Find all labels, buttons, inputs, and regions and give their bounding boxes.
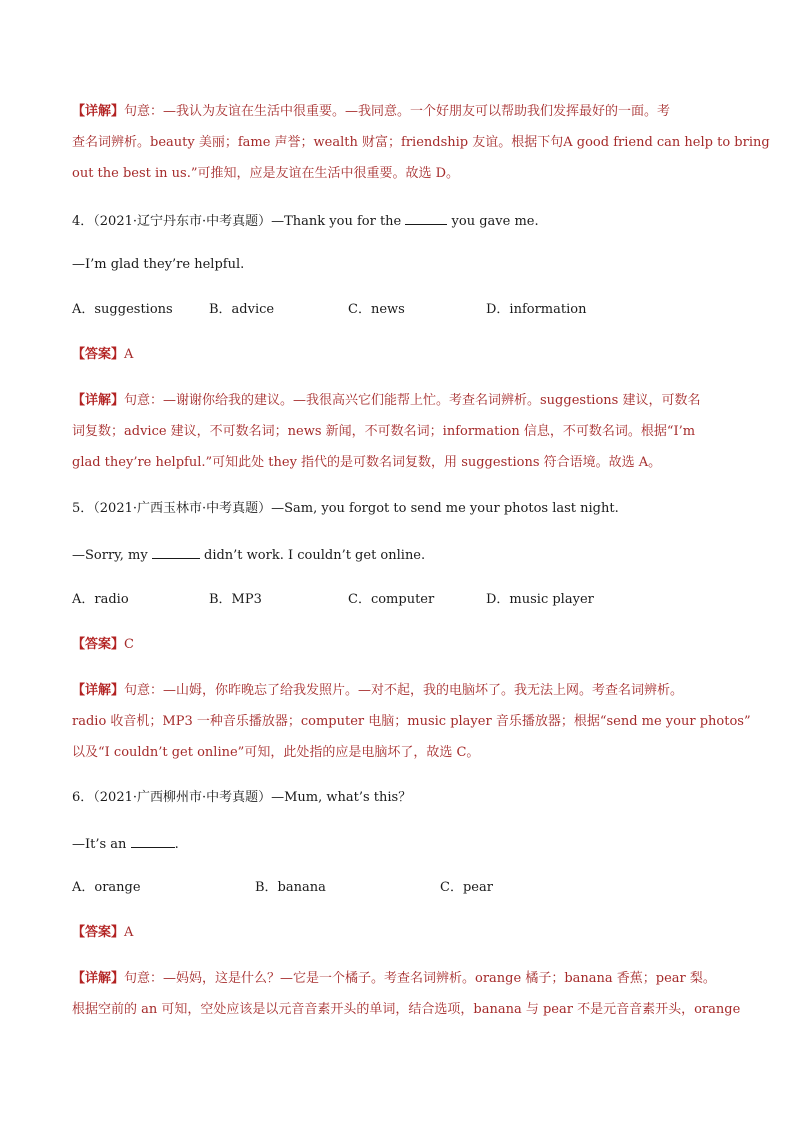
q6-option-a: A．orange <box>72 880 141 895</box>
q5-answer: 【答案】C <box>72 637 134 652</box>
detail-tag: 【详解】 <box>72 683 125 698</box>
q6-blank <box>131 835 175 848</box>
q3-detail-line-2: 查名词辨析。beauty 美丽；fame 声誉；wealth 财富；friendship 友谊。根据下句A good friend can help to bring <box>72 135 770 150</box>
q6-option-b: B．banana <box>255 880 326 895</box>
q6-answer: 【答案】A <box>72 925 134 940</box>
q3-detail-line-1: 【详解】句意：—我认为友谊在生活中很重要。—我同意。一个好朋友可以帮助我们发挥最好的一面。考 <box>72 104 671 119</box>
q5-detail-line-2: radio 收音机；MP3 一种音乐播放器；computer 电脑；music player 音乐播放器；根据“send me your photos” <box>72 714 751 729</box>
detail-tag: 【详解】 <box>72 971 125 986</box>
q4-stem: 4．（2021·辽宁丹东市·中考真题）—Thank you for the you gave me. <box>72 214 539 229</box>
answer-tag: 【答案】 <box>72 347 125 362</box>
q5-reply: —Sorry, my didn’t work. I couldn’t get online. <box>72 548 426 563</box>
q4-blank <box>405 212 447 225</box>
q5-blank <box>152 546 200 559</box>
q5-stem: 5．（2021·广西玉林市·中考真题）—Sam, you forgot to send me your photos last night. <box>72 501 619 516</box>
q5-option-a: A．radio <box>72 592 129 607</box>
detail-tag: 【详解】 <box>72 393 125 408</box>
answer-tag: 【答案】 <box>72 925 125 940</box>
q4-detail-line-1: 【详解】句意：—谢谢你给我的建议。—我很高兴它们能帮上忙。考查名词辨析。suggestions 建议，可数名 <box>72 393 701 408</box>
q6-stem: 6．（2021·广西柳州市·中考真题）—Mum, what’s this？ <box>72 790 412 805</box>
q6-option-c: C．pear <box>440 880 493 895</box>
q6-detail-line-2: 根据空前的 an 可知，空处应该是以元音音素开头的单词，结合选项，banana 与 pear 不是元音音素开头，orange <box>72 1002 741 1017</box>
q5-option-b: B．MP3 <box>209 592 262 607</box>
q4-detail-line-2: 词复数；advice 建议，不可数名词；news 新闻，不可数名词；information 信息，不可数名词。根据“I’m <box>72 424 696 439</box>
q4-answer: 【答案】A <box>72 347 134 362</box>
q6-detail-line-1: 【详解】句意：—妈妈，这是什么？—它是一个橘子。考查名词辨析。orange 橘子；banana 香蕉；pear 梨。 <box>72 971 716 986</box>
q6-reply: —It’s an . <box>72 837 179 852</box>
q3-detail-line-3: out the best in us.”可推知，应是友谊在生活中很重要。故选 D。 <box>72 166 460 181</box>
answer-tag: 【答案】 <box>72 637 125 652</box>
q5-option-c: C．computer <box>348 592 435 607</box>
q4-detail-line-3: glad they’re helpful.”可知此处 they 指代的是可数名词复数，用 suggestions 符合语境。故选 A。 <box>72 455 662 470</box>
detail-tag: 【详解】 <box>72 104 125 119</box>
q5-detail-line-3: 以及“I couldn’t get online”可知，此处指的应是电脑坏了，故选 C。 <box>72 745 480 760</box>
q4-option-b: B．advice <box>209 302 275 317</box>
q4-reply: —I’m glad they’re helpful. <box>72 257 245 272</box>
q4-option-d: D．information <box>486 302 587 317</box>
q5-option-d: D．music player <box>486 592 594 607</box>
q5-detail-line-1: 【详解】句意：—山姆，你昨晚忘了给我发照片。—对不起，我的电脑坏了。我无法上网。考查名词辨析。 <box>72 683 684 698</box>
q4-option-a: A．suggestions <box>72 302 173 317</box>
q4-option-c: C．news <box>348 302 405 317</box>
